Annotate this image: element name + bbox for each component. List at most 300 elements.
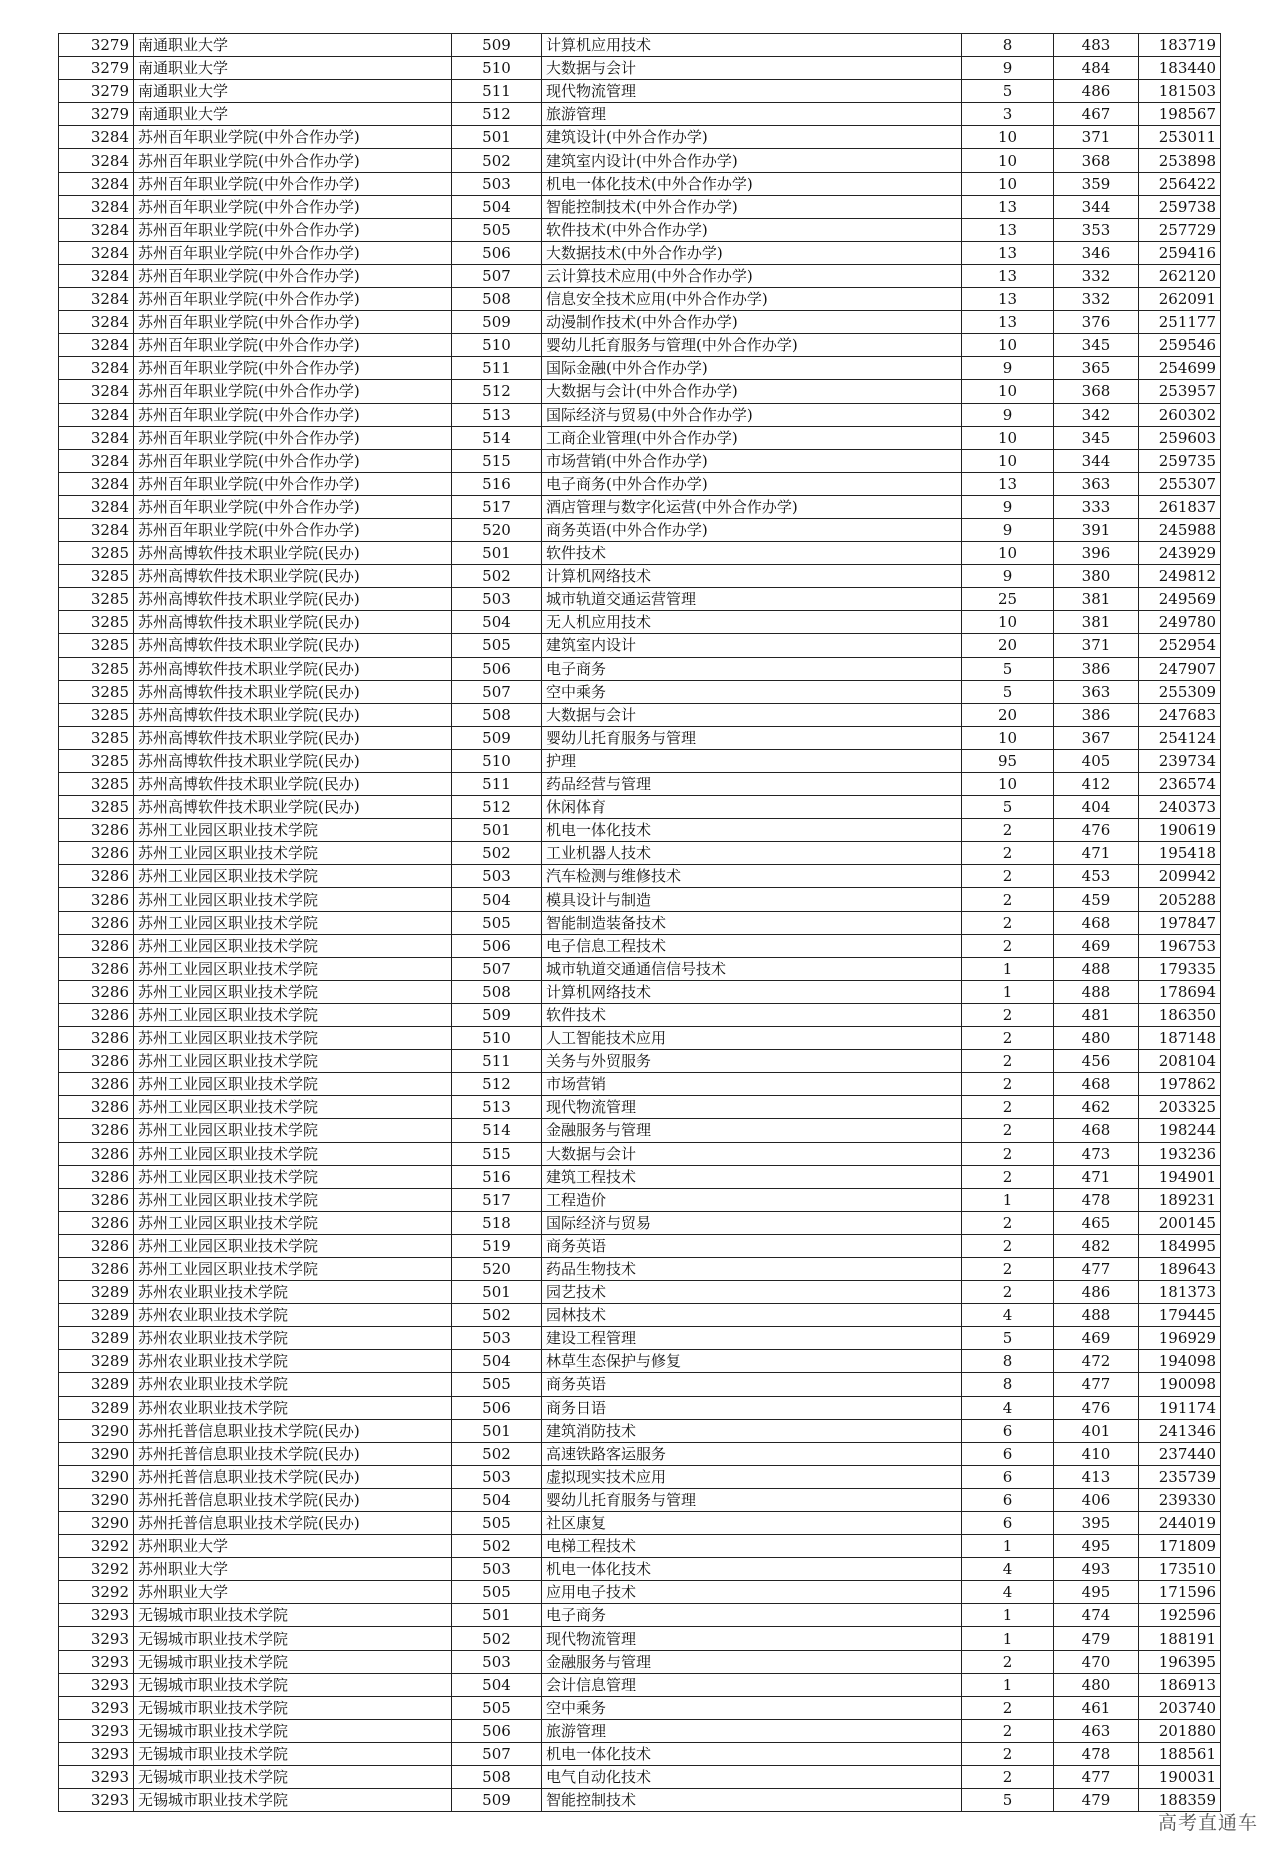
school-name-cell: 苏州高博软件技术职业学院(民办): [134, 657, 452, 680]
plan-count-cell: 3: [962, 103, 1054, 126]
major-name-cell: 电子商务: [542, 657, 962, 680]
plan-count-cell: 4: [962, 1558, 1054, 1581]
plan-count-cell: 10: [962, 380, 1054, 403]
major-code-cell: 506: [452, 657, 542, 680]
table-row: [59, 1027, 1221, 1050]
plan-count-cell: 2: [962, 1050, 1054, 1073]
major-code-cell: 502: [452, 1442, 542, 1465]
plan-count-cell: 2: [962, 1719, 1054, 1742]
school-code-cell: 3284: [59, 241, 134, 264]
school-name-cell: 苏州工业园区职业技术学院: [134, 842, 452, 865]
major-code-cell: 508: [452, 980, 542, 1003]
school-name-cell: 苏州百年职业学院(中外合作办学): [134, 403, 452, 426]
plan-count-cell: 13: [962, 311, 1054, 334]
min-score-cell: 479: [1054, 1627, 1139, 1650]
major-name-cell: 休闲体育: [542, 796, 962, 819]
major-name-cell: 机电一体化技术: [542, 1558, 962, 1581]
table-row: [59, 1488, 1221, 1511]
school-name-cell: 苏州职业大学: [134, 1558, 452, 1581]
plan-count-cell: 13: [962, 264, 1054, 287]
plan-count-cell: 10: [962, 449, 1054, 472]
min-score-cell: 495: [1054, 1535, 1139, 1558]
min-score-cell: 478: [1054, 1188, 1139, 1211]
major-name-cell: 国际经济与贸易: [542, 1211, 962, 1234]
major-name-cell: 软件技术(中外合作办学): [542, 218, 962, 241]
major-code-cell: 511: [452, 357, 542, 380]
major-name-cell: 云计算技术应用(中外合作办学): [542, 264, 962, 287]
school-name-cell: 苏州百年职业学院(中外合作办学): [134, 195, 452, 218]
major-name-cell: 会计信息管理: [542, 1673, 962, 1696]
table-row: [59, 380, 1221, 403]
major-name-cell: 大数据与会计: [542, 1142, 962, 1165]
min-score-cell: 396: [1054, 542, 1139, 565]
min-rank-cell: 253957: [1139, 380, 1221, 403]
major-name-cell: 电子信息工程技术: [542, 934, 962, 957]
major-code-cell: 501: [452, 819, 542, 842]
major-code-cell: 501: [452, 1419, 542, 1442]
school-name-cell: 苏州职业大学: [134, 1581, 452, 1604]
plan-count-cell: 8: [962, 1373, 1054, 1396]
min-rank-cell: 198567: [1139, 103, 1221, 126]
school-code-cell: 3290: [59, 1512, 134, 1535]
school-code-cell: 3293: [59, 1742, 134, 1765]
school-code-cell: 3285: [59, 565, 134, 588]
table-row: [59, 796, 1221, 819]
school-name-cell: 苏州托普信息职业技术学院(民办): [134, 1488, 452, 1511]
min-rank-cell: 173510: [1139, 1558, 1221, 1581]
table-row: [59, 1650, 1221, 1673]
table-row: [59, 1050, 1221, 1073]
school-name-cell: 苏州工业园区职业技术学院: [134, 1119, 452, 1142]
table-row: [59, 957, 1221, 980]
min-score-cell: 471: [1054, 1165, 1139, 1188]
min-score-cell: 386: [1054, 703, 1139, 726]
school-code-cell: 3286: [59, 819, 134, 842]
major-name-cell: 人工智能技术应用: [542, 1027, 962, 1050]
admission-score-table-sheet: [58, 33, 1220, 1812]
plan-count-cell: 1: [962, 980, 1054, 1003]
plan-count-cell: 10: [962, 149, 1054, 172]
table-row: [59, 264, 1221, 287]
school-name-cell: 苏州托普信息职业技术学院(民办): [134, 1512, 452, 1535]
school-name-cell: 南通职业大学: [134, 80, 452, 103]
major-name-cell: 商务日语: [542, 1396, 962, 1419]
school-code-cell: 3285: [59, 588, 134, 611]
table-row: [59, 1396, 1221, 1419]
school-name-cell: 苏州高博软件技术职业学院(民办): [134, 726, 452, 749]
school-name-cell: 南通职业大学: [134, 103, 452, 126]
min-rank-cell: 184995: [1139, 1234, 1221, 1257]
school-name-cell: 苏州工业园区职业技术学院: [134, 1027, 452, 1050]
major-code-cell: 503: [452, 172, 542, 195]
min-rank-cell: 247683: [1139, 703, 1221, 726]
min-rank-cell: 249780: [1139, 611, 1221, 634]
min-score-cell: 391: [1054, 518, 1139, 541]
school-name-cell: 苏州工业园区职业技术学院: [134, 1257, 452, 1280]
table-row: [59, 80, 1221, 103]
min-score-cell: 484: [1054, 57, 1139, 80]
min-rank-cell: 188561: [1139, 1742, 1221, 1765]
major-code-cell: 520: [452, 518, 542, 541]
table-row: [59, 426, 1221, 449]
plan-count-cell: 20: [962, 703, 1054, 726]
school-name-cell: 苏州工业园区职业技术学院: [134, 1165, 452, 1188]
min-score-cell: 488: [1054, 980, 1139, 1003]
min-rank-cell: 189643: [1139, 1257, 1221, 1280]
table-row: [59, 819, 1221, 842]
min-rank-cell: 247907: [1139, 657, 1221, 680]
major-code-cell: 515: [452, 1142, 542, 1165]
table-row: [59, 726, 1221, 749]
min-rank-cell: 187148: [1139, 1027, 1221, 1050]
major-name-cell: 高速铁路客运服务: [542, 1442, 962, 1465]
min-rank-cell: 251177: [1139, 311, 1221, 334]
major-name-cell: 建筑室内设计(中外合作办学): [542, 149, 962, 172]
table-row: [59, 1535, 1221, 1558]
min-score-cell: 345: [1054, 334, 1139, 357]
school-code-cell: 3286: [59, 1257, 134, 1280]
school-code-cell: 3285: [59, 726, 134, 749]
major-name-cell: 园林技术: [542, 1304, 962, 1327]
table-row: [59, 1696, 1221, 1719]
table-row: [59, 1442, 1221, 1465]
major-code-cell: 511: [452, 80, 542, 103]
school-code-cell: 3285: [59, 749, 134, 772]
min-rank-cell: 244019: [1139, 1512, 1221, 1535]
major-name-cell: 建筑工程技术: [542, 1165, 962, 1188]
school-name-cell: 无锡城市职业技术学院: [134, 1627, 452, 1650]
plan-count-cell: 5: [962, 1327, 1054, 1350]
table-row: [59, 1350, 1221, 1373]
major-code-cell: 505: [452, 1581, 542, 1604]
school-name-cell: 苏州高博软件技术职业学院(民办): [134, 796, 452, 819]
table-row: [59, 288, 1221, 311]
major-name-cell: 机电一体化技术: [542, 819, 962, 842]
plan-count-cell: 2: [962, 1096, 1054, 1119]
plan-count-cell: 20: [962, 634, 1054, 657]
school-name-cell: 无锡城市职业技术学院: [134, 1766, 452, 1789]
school-code-cell: 3286: [59, 1096, 134, 1119]
min-score-cell: 406: [1054, 1488, 1139, 1511]
school-code-cell: 3279: [59, 103, 134, 126]
min-score-cell: 359: [1054, 172, 1139, 195]
plan-count-cell: 5: [962, 80, 1054, 103]
min-score-cell: 456: [1054, 1050, 1139, 1073]
school-name-cell: 苏州工业园区职业技术学院: [134, 1211, 452, 1234]
major-code-cell: 508: [452, 288, 542, 311]
major-name-cell: 电子商务(中外合作办学): [542, 472, 962, 495]
min-score-cell: 395: [1054, 1512, 1139, 1535]
major-name-cell: 软件技术: [542, 542, 962, 565]
major-code-cell: 515: [452, 449, 542, 472]
school-name-cell: 无锡城市职业技术学院: [134, 1696, 452, 1719]
min-score-cell: 368: [1054, 149, 1139, 172]
table-row: [59, 1096, 1221, 1119]
plan-count-cell: 10: [962, 773, 1054, 796]
min-rank-cell: 196395: [1139, 1650, 1221, 1673]
plan-count-cell: 2: [962, 1142, 1054, 1165]
min-score-cell: 486: [1054, 80, 1139, 103]
min-score-cell: 462: [1054, 1096, 1139, 1119]
major-name-cell: 虚拟现实技术应用: [542, 1465, 962, 1488]
school-code-cell: 3284: [59, 495, 134, 518]
plan-count-cell: 2: [962, 1211, 1054, 1234]
major-code-cell: 502: [452, 149, 542, 172]
table-row: [59, 911, 1221, 934]
school-name-cell: 苏州农业职业技术学院: [134, 1281, 452, 1304]
school-name-cell: 苏州工业园区职业技术学院: [134, 1096, 452, 1119]
major-code-cell: 504: [452, 1350, 542, 1373]
min-score-cell: 474: [1054, 1604, 1139, 1627]
plan-count-cell: 10: [962, 726, 1054, 749]
school-code-cell: 3284: [59, 218, 134, 241]
min-score-cell: 386: [1054, 657, 1139, 680]
table-row: [59, 1604, 1221, 1627]
min-rank-cell: 198244: [1139, 1119, 1221, 1142]
plan-count-cell: 2: [962, 865, 1054, 888]
table-row: [59, 126, 1221, 149]
table-row: [59, 334, 1221, 357]
major-name-cell: 旅游管理: [542, 103, 962, 126]
min-score-cell: 488: [1054, 957, 1139, 980]
plan-count-cell: 25: [962, 588, 1054, 611]
major-name-cell: 建筑室内设计: [542, 634, 962, 657]
min-score-cell: 363: [1054, 680, 1139, 703]
min-rank-cell: 196753: [1139, 934, 1221, 957]
school-code-cell: 3285: [59, 657, 134, 680]
major-name-cell: 电梯工程技术: [542, 1535, 962, 1558]
min-score-cell: 470: [1054, 1650, 1139, 1673]
plan-count-cell: 6: [962, 1442, 1054, 1465]
plan-count-cell: 2: [962, 1650, 1054, 1673]
table-row: [59, 1119, 1221, 1142]
plan-count-cell: 2: [962, 1281, 1054, 1304]
plan-count-cell: 13: [962, 472, 1054, 495]
min-rank-cell: 196929: [1139, 1327, 1221, 1350]
major-code-cell: 507: [452, 680, 542, 703]
plan-count-cell: 4: [962, 1396, 1054, 1419]
min-score-cell: 471: [1054, 842, 1139, 865]
school-code-cell: 3279: [59, 57, 134, 80]
table-row: [59, 57, 1221, 80]
school-name-cell: 无锡城市职业技术学院: [134, 1673, 452, 1696]
school-name-cell: 苏州百年职业学院(中外合作办学): [134, 241, 452, 264]
school-code-cell: 3284: [59, 264, 134, 287]
min-rank-cell: 197862: [1139, 1073, 1221, 1096]
major-code-cell: 506: [452, 1396, 542, 1419]
major-code-cell: 501: [452, 542, 542, 565]
major-code-cell: 505: [452, 1373, 542, 1396]
min-score-cell: 493: [1054, 1558, 1139, 1581]
school-code-cell: 3284: [59, 472, 134, 495]
min-score-cell: 476: [1054, 1396, 1139, 1419]
school-name-cell: 苏州百年职业学院(中外合作办学): [134, 149, 452, 172]
major-code-cell: 505: [452, 634, 542, 657]
school-name-cell: 苏州工业园区职业技术学院: [134, 819, 452, 842]
min-score-cell: 477: [1054, 1373, 1139, 1396]
plan-count-cell: 2: [962, 1696, 1054, 1719]
major-name-cell: 机电一体化技术: [542, 1742, 962, 1765]
plan-count-cell: 13: [962, 218, 1054, 241]
major-name-cell: 国际经济与贸易(中外合作办学): [542, 403, 962, 426]
min-rank-cell: 241346: [1139, 1419, 1221, 1442]
min-score-cell: 477: [1054, 1257, 1139, 1280]
table-row: [59, 542, 1221, 565]
major-code-cell: 502: [452, 1304, 542, 1327]
min-score-cell: 463: [1054, 1719, 1139, 1742]
major-code-cell: 511: [452, 773, 542, 796]
min-rank-cell: 257729: [1139, 218, 1221, 241]
plan-count-cell: 2: [962, 1003, 1054, 1026]
school-name-cell: 苏州高博软件技术职业学院(民办): [134, 680, 452, 703]
major-code-cell: 504: [452, 1673, 542, 1696]
major-code-cell: 517: [452, 1188, 542, 1211]
table-row: [59, 1281, 1221, 1304]
plan-count-cell: 9: [962, 57, 1054, 80]
min-rank-cell: 254699: [1139, 357, 1221, 380]
min-rank-cell: 255307: [1139, 472, 1221, 495]
plan-count-cell: 2: [962, 1073, 1054, 1096]
school-code-cell: 3285: [59, 773, 134, 796]
school-code-cell: 3286: [59, 842, 134, 865]
plan-count-cell: 6: [962, 1465, 1054, 1488]
school-code-cell: 3286: [59, 911, 134, 934]
major-code-cell: 508: [452, 1766, 542, 1789]
school-code-cell: 3284: [59, 334, 134, 357]
major-code-cell: 516: [452, 1165, 542, 1188]
school-name-cell: 苏州百年职业学院(中外合作办学): [134, 126, 452, 149]
school-name-cell: 苏州百年职业学院(中外合作办学): [134, 357, 452, 380]
major-code-cell: 512: [452, 1073, 542, 1096]
plan-count-cell: 10: [962, 172, 1054, 195]
min-rank-cell: 256422: [1139, 172, 1221, 195]
min-rank-cell: 259603: [1139, 426, 1221, 449]
major-code-cell: 510: [452, 1027, 542, 1050]
admission-score-table: [58, 33, 1221, 1812]
school-name-cell: 苏州高博软件技术职业学院(民办): [134, 634, 452, 657]
min-score-cell: 342: [1054, 403, 1139, 426]
table-row: [59, 495, 1221, 518]
school-code-cell: 3284: [59, 126, 134, 149]
min-rank-cell: 259738: [1139, 195, 1221, 218]
school-code-cell: 3286: [59, 1027, 134, 1050]
school-code-cell: 3286: [59, 934, 134, 957]
min-rank-cell: 194901: [1139, 1165, 1221, 1188]
school-code-cell: 3292: [59, 1558, 134, 1581]
min-score-cell: 371: [1054, 634, 1139, 657]
major-name-cell: 现代物流管理: [542, 1096, 962, 1119]
plan-count-cell: 8: [962, 34, 1054, 57]
school-code-cell: 3285: [59, 680, 134, 703]
min-rank-cell: 190098: [1139, 1373, 1221, 1396]
school-name-cell: 苏州高博软件技术职业学院(民办): [134, 773, 452, 796]
plan-count-cell: 5: [962, 657, 1054, 680]
school-name-cell: 苏州百年职业学院(中外合作办学): [134, 426, 452, 449]
table-row: [59, 611, 1221, 634]
major-code-cell: 502: [452, 842, 542, 865]
min-rank-cell: 197847: [1139, 911, 1221, 934]
major-name-cell: 汽车检测与维修技术: [542, 865, 962, 888]
table-row: [59, 657, 1221, 680]
school-code-cell: 3284: [59, 288, 134, 311]
major-name-cell: 商务英语: [542, 1373, 962, 1396]
school-code-cell: 3293: [59, 1650, 134, 1673]
min-rank-cell: 203740: [1139, 1696, 1221, 1719]
school-code-cell: 3290: [59, 1419, 134, 1442]
plan-count-cell: 10: [962, 611, 1054, 634]
table-row: [59, 518, 1221, 541]
major-name-cell: 模具设计与制造: [542, 888, 962, 911]
plan-count-cell: 8: [962, 1350, 1054, 1373]
major-name-cell: 电子商务: [542, 1604, 962, 1627]
table-row: [59, 1742, 1221, 1765]
min-score-cell: 469: [1054, 1327, 1139, 1350]
plan-count-cell: 2: [962, 842, 1054, 865]
school-name-cell: 苏州工业园区职业技术学院: [134, 1003, 452, 1026]
min-score-cell: 473: [1054, 1142, 1139, 1165]
major-name-cell: 金融服务与管理: [542, 1650, 962, 1673]
school-name-cell: 苏州百年职业学院(中外合作办学): [134, 172, 452, 195]
school-code-cell: 3290: [59, 1465, 134, 1488]
min-rank-cell: 191174: [1139, 1396, 1221, 1419]
major-name-cell: 大数据与会计: [542, 57, 962, 80]
major-code-cell: 512: [452, 796, 542, 819]
major-name-cell: 酒店管理与数字化运营(中外合作办学): [542, 495, 962, 518]
major-name-cell: 动漫制作技术(中外合作办学): [542, 311, 962, 334]
school-code-cell: 3284: [59, 380, 134, 403]
min-rank-cell: 178694: [1139, 980, 1221, 1003]
min-score-cell: 344: [1054, 195, 1139, 218]
plan-count-cell: 5: [962, 680, 1054, 703]
table-row: [59, 588, 1221, 611]
school-name-cell: 苏州高博软件技术职业学院(民办): [134, 749, 452, 772]
major-name-cell: 药品生物技术: [542, 1257, 962, 1280]
min-score-cell: 480: [1054, 1027, 1139, 1050]
table-row: [59, 1327, 1221, 1350]
school-code-cell: 3284: [59, 172, 134, 195]
min-score-cell: 468: [1054, 911, 1139, 934]
min-score-cell: 365: [1054, 357, 1139, 380]
school-name-cell: 苏州高博软件技术职业学院(民办): [134, 588, 452, 611]
major-name-cell: 建筑消防技术: [542, 1419, 962, 1442]
plan-count-cell: 2: [962, 1766, 1054, 1789]
table-row: [59, 1165, 1221, 1188]
table-row: [59, 680, 1221, 703]
min-score-cell: 479: [1054, 1789, 1139, 1812]
major-name-cell: 药品经营与管理: [542, 773, 962, 796]
plan-count-cell: 10: [962, 334, 1054, 357]
major-name-cell: 工商企业管理(中外合作办学): [542, 426, 962, 449]
table-row: [59, 357, 1221, 380]
major-code-cell: 506: [452, 241, 542, 264]
min-rank-cell: 259735: [1139, 449, 1221, 472]
major-code-cell: 509: [452, 726, 542, 749]
min-rank-cell: 194098: [1139, 1350, 1221, 1373]
school-code-cell: 3290: [59, 1488, 134, 1511]
plan-count-cell: 4: [962, 1304, 1054, 1327]
school-name-cell: 苏州农业职业技术学院: [134, 1373, 452, 1396]
major-code-cell: 512: [452, 380, 542, 403]
min-score-cell: 459: [1054, 888, 1139, 911]
min-rank-cell: 179335: [1139, 957, 1221, 980]
min-score-cell: 410: [1054, 1442, 1139, 1465]
school-code-cell: 3286: [59, 1050, 134, 1073]
school-code-cell: 3290: [59, 1442, 134, 1465]
plan-count-cell: 2: [962, 888, 1054, 911]
school-name-cell: 苏州工业园区职业技术学院: [134, 888, 452, 911]
school-code-cell: 3285: [59, 611, 134, 634]
min-score-cell: 353: [1054, 218, 1139, 241]
